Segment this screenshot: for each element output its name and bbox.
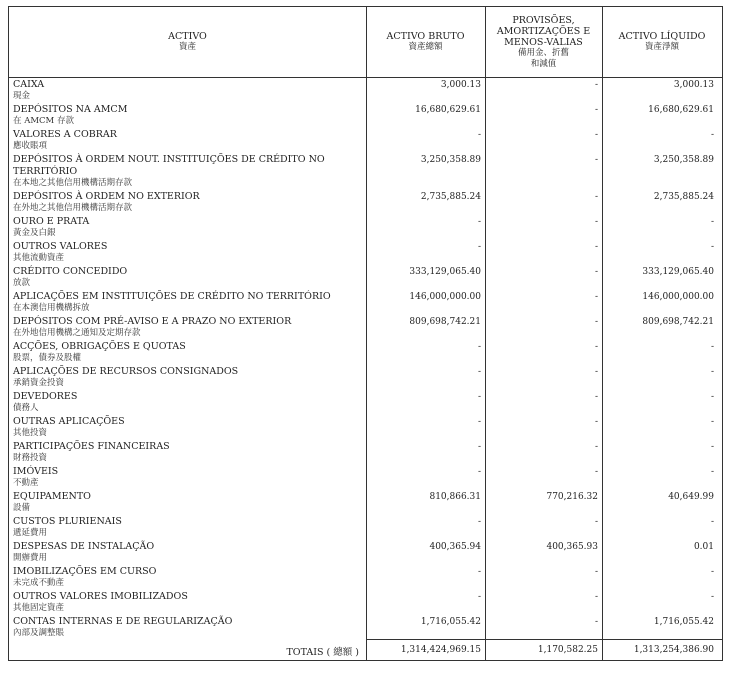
row-label-pt: CAIXA xyxy=(13,79,45,90)
totals-label: TOTAIS ( 總額 ) xyxy=(286,647,359,658)
table-row xyxy=(9,441,722,466)
row-bruto: - xyxy=(477,442,481,452)
row-label xyxy=(13,366,358,389)
header-liquido-pt: ACTIVO LÍQUIDO xyxy=(618,31,706,42)
row-label xyxy=(13,104,358,127)
row-label xyxy=(13,216,358,239)
row-label-zh: 在本地之其他信用機構活期存款 xyxy=(13,178,133,188)
row-label-pt: OURO E PRATA xyxy=(13,216,90,227)
row-bruto: 810,866.31 xyxy=(429,492,481,502)
table-row xyxy=(9,516,722,541)
row-liquido: 3,000.13 xyxy=(673,80,714,90)
table-row xyxy=(9,566,722,591)
row-provisoes: - xyxy=(594,292,598,302)
header-provisoes-zh-2: 和減值 xyxy=(530,58,557,69)
row-provisoes: - xyxy=(594,442,598,452)
row-liquido: 16,680,629.61 xyxy=(648,105,714,115)
row-bruto: - xyxy=(477,417,481,427)
row-label xyxy=(13,441,358,464)
row-label-pt: IMÓVEIS xyxy=(13,466,59,477)
row-label xyxy=(13,291,358,314)
row-provisoes: - xyxy=(594,392,598,402)
row-liquido: - xyxy=(710,217,714,227)
row-label-zh: 其他投資 xyxy=(13,428,48,438)
row-provisoes: - xyxy=(594,267,598,277)
row-provisoes: - xyxy=(594,105,598,115)
row-label-pt: OUTROS VALORES IMOBILIZADOS xyxy=(13,591,188,602)
header-activo-zh: 資產 xyxy=(178,42,196,52)
row-provisoes: 770,216.32 xyxy=(546,492,598,502)
row-bruto: - xyxy=(477,130,481,140)
row-label-zh: 股票，債券及股權 xyxy=(13,353,82,363)
row-provisoes: - xyxy=(594,155,598,165)
row-label-pt: OUTROS VALORES xyxy=(13,241,108,252)
row-label-pt: CONTAS INTERNAS E DE REGULARIZAÇÃO xyxy=(13,616,233,627)
row-label xyxy=(13,241,358,264)
header-activo xyxy=(9,7,366,77)
row-label-zh: 承銷資金投資 xyxy=(13,378,65,388)
row-liquido: - xyxy=(710,242,714,252)
row-label-pt: DEPÓSITOS À ORDEM NO EXTERIOR xyxy=(13,191,200,202)
header-provisoes-pt-1: PROVISÕES, xyxy=(512,14,575,26)
row-label-zh: 在 AMCM 存款 xyxy=(13,116,74,126)
row-bruto: - xyxy=(477,367,481,377)
row-label-pt: IMOBILIZAÇÕES EM CURSO xyxy=(13,566,157,577)
row-provisoes: - xyxy=(594,80,598,90)
row-provisoes: 400,365.93 xyxy=(546,542,598,552)
table-row xyxy=(9,129,722,154)
balance-sheet-table xyxy=(8,6,723,661)
row-bruto: 2,735,885.24 xyxy=(420,192,481,202)
row-label xyxy=(13,266,358,289)
table-row xyxy=(9,316,722,341)
row-label-zh: 應收賬項 xyxy=(13,141,48,151)
row-bruto: 3,000.13 xyxy=(440,80,481,90)
row-label-zh: 在外地之其他信用機構活期存款 xyxy=(13,203,133,213)
row-bruto: 809,698,742.21 xyxy=(409,317,481,327)
row-label xyxy=(13,341,358,364)
row-provisoes: - xyxy=(594,417,598,427)
row-liquido: - xyxy=(710,592,714,602)
row-label xyxy=(13,416,358,439)
row-label-pt: PARTICIPAÇÕES FINANCEIRAS xyxy=(13,441,170,452)
row-label-zh: 未完成不動產 xyxy=(13,578,65,588)
row-bruto: - xyxy=(477,567,481,577)
row-bruto: - xyxy=(477,242,481,252)
row-label-pt: VALORES A COBRAR xyxy=(13,129,117,140)
row-label xyxy=(13,516,358,539)
row-label-zh: 債務人 xyxy=(13,403,39,413)
row-bruto: - xyxy=(477,517,481,527)
row-label-pt: DESPESAS DE INSTALAÇÃO xyxy=(13,541,155,552)
table-row xyxy=(9,191,722,216)
row-label-pt: EQUIPAMENTO xyxy=(13,491,91,502)
row-label-pt: APLICAÇÕES EM INSTITUIÇÕES DE CRÉDITO NO TERRITÓRIO xyxy=(13,291,331,302)
row-label-zh: 內部及調整賬 xyxy=(13,628,65,638)
row-liquido: - xyxy=(710,517,714,527)
row-label-pt: DEPÓSITOS NA AMCM xyxy=(13,104,128,115)
row-provisoes: - xyxy=(594,467,598,477)
header-provisoes xyxy=(485,7,602,77)
table-row xyxy=(9,79,722,104)
table-row xyxy=(9,291,722,316)
table-row xyxy=(9,241,722,266)
row-provisoes: - xyxy=(594,192,598,202)
table-row xyxy=(9,366,722,391)
table-row xyxy=(9,466,722,491)
row-provisoes: - xyxy=(594,130,598,140)
row-liquido: - xyxy=(710,467,714,477)
row-bruto: 16,680,629.61 xyxy=(415,105,481,115)
row-liquido: - xyxy=(710,567,714,577)
row-provisoes: - xyxy=(594,617,598,627)
row-liquido: 333,129,065.40 xyxy=(642,267,714,277)
row-bruto: 146,000,000.00 xyxy=(409,292,481,302)
row-label-zh: 其他固定資產 xyxy=(13,603,65,613)
totals-bruto: 1,314,424,969.15 xyxy=(400,645,481,655)
row-bruto: 1,716,055.42 xyxy=(420,617,481,627)
row-label-zh: 不動產 xyxy=(13,478,39,488)
row-liquido: 40,649.99 xyxy=(668,492,714,502)
row-liquido: 146,000,000.00 xyxy=(642,292,714,302)
row-liquido: 3,250,358.89 xyxy=(653,155,714,165)
table-row xyxy=(9,266,722,291)
row-provisoes: - xyxy=(594,217,598,227)
row-label-zh: 設備 xyxy=(13,503,31,513)
row-label-pt: OUTRAS APLICAÇÕES xyxy=(13,416,125,427)
row-label xyxy=(13,466,358,489)
row-bruto: - xyxy=(477,467,481,477)
row-liquido: - xyxy=(710,417,714,427)
row-liquido: 1,716,055.42 xyxy=(653,617,714,627)
table-row xyxy=(9,154,722,191)
row-label-pt: ACÇÕES, OBRIGAÇÕES E QUOTAS xyxy=(13,341,186,352)
row-label-zh: 財務投資 xyxy=(13,453,48,463)
row-provisoes: - xyxy=(594,517,598,527)
row-label-pt: DEPÓSITOS COM PRÉ-AVISO E A PRAZO NO EXTERIOR xyxy=(13,316,292,327)
row-bruto: 400,365.94 xyxy=(429,542,481,552)
header-bruto-zh: 資產總額 xyxy=(408,42,443,52)
table-row xyxy=(9,391,722,416)
row-liquido: - xyxy=(710,392,714,402)
header-bruto-pt: ACTIVO BRUTO xyxy=(386,31,465,42)
row-label xyxy=(13,566,358,589)
row-label xyxy=(13,316,358,339)
table-row xyxy=(9,341,722,366)
row-label xyxy=(13,154,358,189)
table-row xyxy=(9,491,722,516)
table-row xyxy=(9,541,722,566)
row-label-pt: DEVEDORES xyxy=(13,391,78,402)
row-bruto: - xyxy=(477,217,481,227)
row-bruto: 3,250,358.89 xyxy=(420,155,481,165)
row-label-zh: 現金 xyxy=(13,91,31,101)
header-provisoes-pt-3: MENOS-VALIAS xyxy=(504,36,583,48)
row-provisoes: - xyxy=(594,367,598,377)
row-label-zh: 遞延費用 xyxy=(13,528,48,538)
row-label xyxy=(13,129,358,152)
row-label xyxy=(13,591,358,614)
header-bruto xyxy=(366,7,485,77)
row-provisoes: - xyxy=(594,242,598,252)
row-bruto: - xyxy=(477,342,481,352)
row-provisoes: - xyxy=(594,592,598,602)
totals-row xyxy=(9,639,722,661)
table-row xyxy=(9,104,722,129)
row-provisoes: - xyxy=(594,317,598,327)
row-label-zh: 在外地信用機構之通知及定期存款 xyxy=(13,328,141,338)
table-row xyxy=(9,416,722,441)
row-label-zh: 其他流動資產 xyxy=(13,253,65,263)
row-label xyxy=(13,391,358,414)
row-label xyxy=(13,541,358,564)
row-label-zh: 黃金及白銀 xyxy=(13,228,56,238)
row-label-pt: DEPÓSITOS À ORDEM NOUT. INSTITUIÇÕES DE CRÉDITO NO TERRITÓRIO xyxy=(13,154,325,177)
header-divider xyxy=(9,77,722,78)
row-liquido: 0.01 xyxy=(693,542,714,552)
table-body xyxy=(9,79,722,641)
row-liquido: - xyxy=(710,442,714,452)
header-provisoes-zh-1: 備用金、折舊 xyxy=(517,47,569,58)
row-bruto: 333,129,065.40 xyxy=(409,267,481,277)
table-row xyxy=(9,216,722,241)
row-liquido: - xyxy=(710,367,714,377)
row-label-zh: 放款 xyxy=(13,278,31,288)
table-row xyxy=(9,616,722,641)
row-label-pt: CUSTOS PLURIENAIS xyxy=(13,516,122,527)
row-label xyxy=(13,491,358,514)
row-label-pt: APLICAÇÕES DE RECURSOS CONSIGNADOS xyxy=(13,366,239,377)
row-bruto: - xyxy=(477,592,481,602)
row-label-pt: CRÉDITO CONCEDIDO xyxy=(13,266,128,277)
header-liquido-zh: 資產淨額 xyxy=(644,42,679,52)
header-liquido xyxy=(602,7,722,77)
table-row xyxy=(9,591,722,616)
row-label xyxy=(13,616,358,639)
row-liquido: 2,735,885.24 xyxy=(653,192,714,202)
row-provisoes: - xyxy=(594,567,598,577)
row-label-zh: 開辦費用 xyxy=(13,553,48,563)
totals-provisoes: 1,170,582.25 xyxy=(537,645,598,655)
row-label-zh: 在本澳信用機構拆放 xyxy=(13,303,90,313)
row-label xyxy=(13,191,358,214)
row-provisoes: - xyxy=(594,342,598,352)
row-liquido: - xyxy=(710,342,714,352)
row-label xyxy=(13,79,358,102)
row-bruto: - xyxy=(477,392,481,402)
row-liquido: 809,698,742.21 xyxy=(642,317,714,327)
totals-liquido: 1,313,254,386.90 xyxy=(633,645,714,655)
row-liquido: - xyxy=(710,130,714,140)
header-provisoes-pt-2: AMORTIZAÇÕES E xyxy=(496,25,591,37)
header-activo-pt: ACTIVO xyxy=(168,31,207,42)
